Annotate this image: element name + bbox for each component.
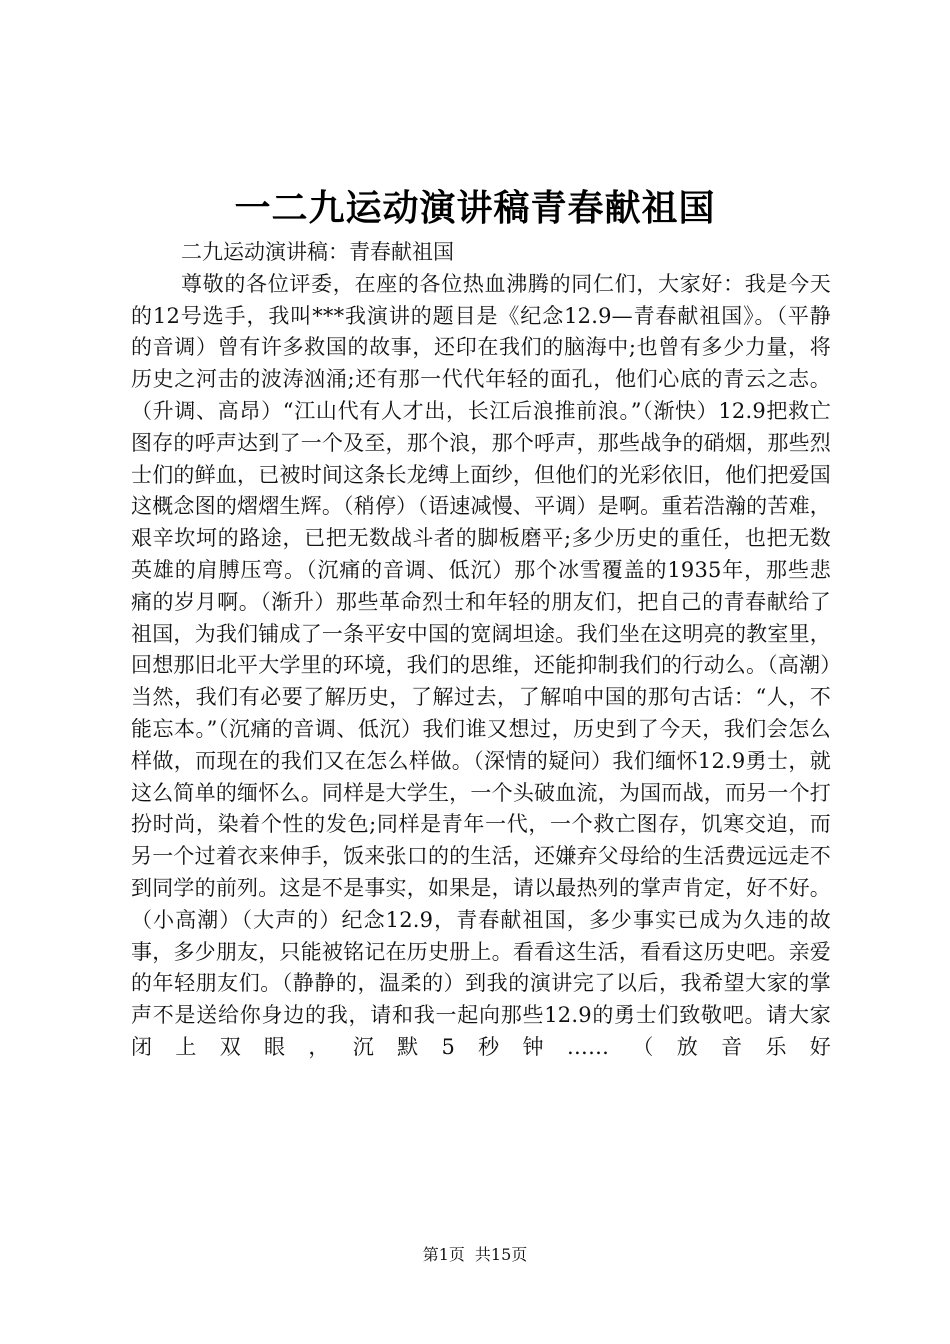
document-title: 一二九运动演讲稿青春献祖国 bbox=[234, 187, 716, 229]
speech-paragraph: 尊敬的各位评委，在座的各位热血沸腾的同仁们，大家好：我是今天的12号选手，我叫***我演讲的题目是《纪念12.9—青春献祖国》。（平静的音调）曾有许多救国的故事，还印在我们的脑海中;也曾有多少力量，将历史之河击的波涛汹涌;还有那一代代年轻的面孔，他们心底的青云之志。（升调、高昂）“江山代有人才出，长江后浪推前浪。”（渐快）12.9把救亡图存的呼声达到了一个及至，那个浪，那个呼声，那些战争的硝烟，那些烈士们的鲜血，已被时间这条长龙缚上面纱，但他们的光彩依旧，他们把爱国这概念图的熠熠生辉。（稍停）（语速减慢、平调）是啊。重若浩瀚的苦难，艰辛坎坷的路途，已把无数战斗者的脚板磨平;多少历史的重任，也把无数英雄的肩膊压弯。（沉痛的音调、低沉）那个冰雪覆盖的1935年，那些悲痛的岁月啊。（渐升）那些革命烈士和年轻的朋友们，把自己的青春献给了祖国，为我们铺成了一条平安中国的宽阔坦途。我们坐在这明亮的教室里，回想那旧北平大学里的环境，我们的思维，还能抑制我们的行动么。（高潮）当然，我们有必要了解历史，了解过去，了解咱中国的那句古话：“人，不能忘本。”（沉痛的音调、低沉）我们谁又想过，历史到了今天，我们会怎么样做，而现在的我们又在怎么样做。（深情的疑问）我们缅怀12.9勇士，就这么简单的缅怀么。同样是大学生，一个头破血流，为国而战，而另一个打扮时尚，染着个性的发色;同样是青年一代，一个救亡图存，饥寒交迫，而另一个过着衣来伸手，饭来张口的的生活，还嫌弃父母给的生活费远远走不到同学的前列。这是不是事实，如果是，请以最热列的掌声肯定，好不好。（小高潮）（大声的）纪念12.9，青春献祖国，多少事实已成为久违的故事，多少朋友，只能被铭记在历史册上。看看这生活，看看这历史吧。亲爱的年轻朋友们。（静静的，温柔的）到我的演讲完了以后，我希望大家的掌声不是送给你身边的我，请和我一起向那些12.9的勇士们致敬吧。请大家闭上双眼，沉默5秒钟……（放音乐好 bbox=[131, 271, 831, 1059]
page-number: 第1页 bbox=[422, 1245, 465, 1264]
document-body bbox=[131, 237, 831, 1064]
document-subtitle: 二九运动演讲稿：青春献祖国 bbox=[181, 240, 454, 264]
page-footer bbox=[0, 1244, 950, 1266]
page-total: 共15页 bbox=[474, 1245, 528, 1264]
